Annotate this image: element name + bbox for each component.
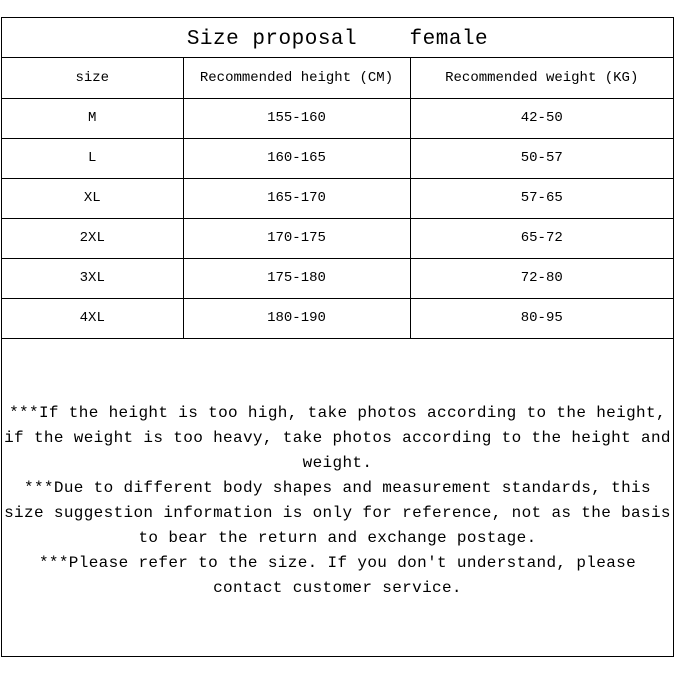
chart-title: Size proposal female	[2, 18, 673, 58]
table-row	[2, 178, 673, 218]
height-cell: 180-190	[183, 298, 410, 338]
size-cell: M	[2, 98, 183, 138]
size-chart-sheet	[1, 17, 674, 657]
table-header-row	[2, 58, 673, 98]
weight-cell: 65-72	[410, 218, 673, 258]
weight-cell: 72-80	[410, 258, 673, 298]
note-contact-service: ***Please refer to the size. If you don't understand, please contact customer service.	[38, 554, 637, 597]
weight-cell: 80-95	[410, 298, 673, 338]
weight-cell: 50-57	[410, 138, 673, 178]
table-row	[2, 298, 673, 338]
height-cell: 175-180	[183, 258, 410, 298]
table-row	[2, 258, 673, 298]
size-notes	[2, 401, 673, 601]
note-height-weight: ***If the height is too high, take photos according to the height, if the weight is too heavy, take photos according to the height and weight.	[4, 404, 671, 472]
table-row	[2, 218, 673, 258]
size-cell: 4XL	[2, 298, 183, 338]
height-cell: 165-170	[183, 178, 410, 218]
size-cell: 2XL	[2, 218, 183, 258]
header-height: Recommended height (CM)	[183, 58, 410, 98]
weight-cell: 42-50	[410, 98, 673, 138]
size-cell: 3XL	[2, 258, 183, 298]
note-reference-only: ***Due to different body shapes and measurement standards, this size suggestion information is only for reference, not as the basis to bear the return and exchange postage.	[4, 479, 671, 547]
table-row	[2, 98, 673, 138]
height-cell: 160-165	[183, 138, 410, 178]
size-cell: XL	[2, 178, 183, 218]
header-weight: Recommended weight (KG)	[410, 58, 673, 98]
table-row	[2, 138, 673, 178]
size-cell: L	[2, 138, 183, 178]
height-cell: 155-160	[183, 98, 410, 138]
size-table	[2, 58, 673, 339]
weight-cell: 57-65	[410, 178, 673, 218]
header-size: size	[2, 58, 183, 98]
height-cell: 170-175	[183, 218, 410, 258]
